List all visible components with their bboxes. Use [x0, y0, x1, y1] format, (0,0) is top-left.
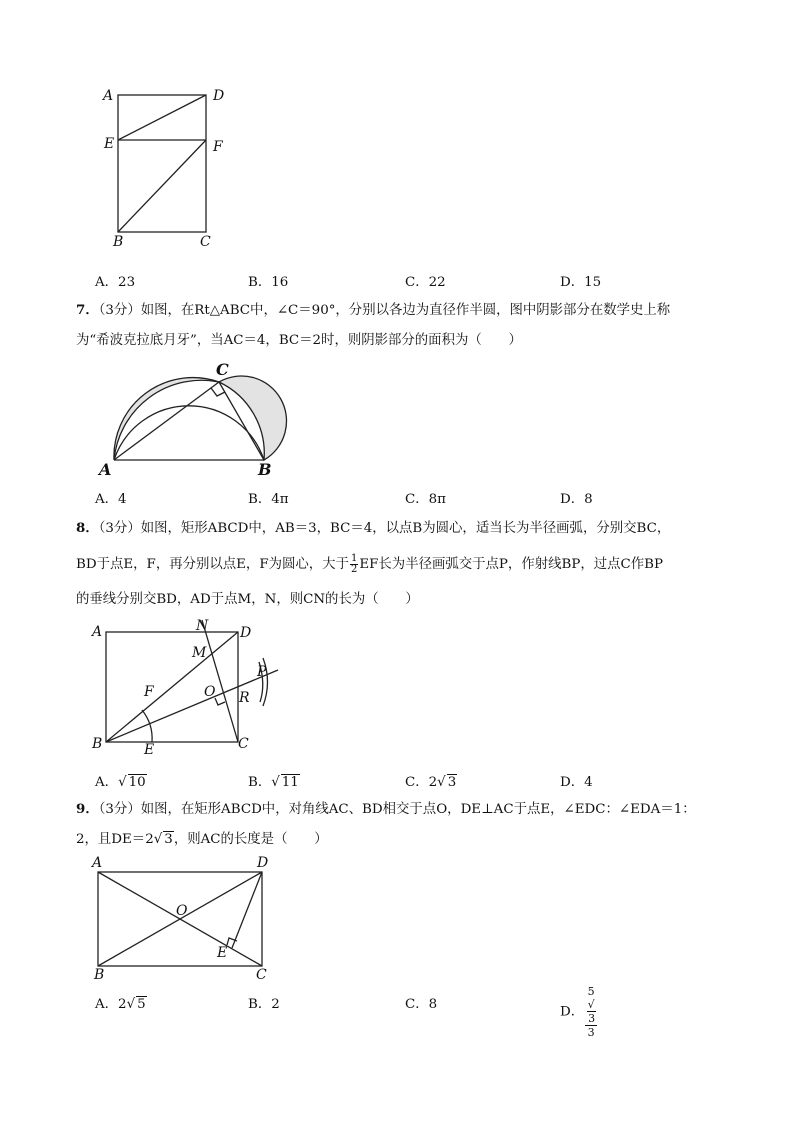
- q9-label-e: E: [217, 945, 228, 961]
- q9-option-d-num-coef: 5: [587, 985, 595, 998]
- q8-stem-line1: [76, 514, 670, 543]
- q7-label-b: B: [258, 460, 272, 479]
- q9-text-line1: 如图，在矩形ABCD中，对角线AC、BD相交于点O，DE⊥AC于点E，∠EDC：∠EDA＝1：: [140, 802, 696, 817]
- q9-option-d-numerator: 5 √ 3: [585, 985, 597, 1026]
- q8-label-b: B: [92, 736, 103, 752]
- q7-text-line1: 如图，在Rt△ABC中，∠C＝90°，分别以各边为直径作半圆，图中阴影部分在数学史上称: [140, 303, 671, 318]
- q9-score: （3分）: [98, 802, 141, 817]
- q9-option-d-num-radicand: 3: [588, 1012, 596, 1025]
- q9-option-d-fraction: [585, 985, 597, 1039]
- q9-option-d-prefix: D．: [560, 1004, 585, 1020]
- q9-option-b[interactable]: B．2: [248, 997, 280, 1012]
- q8-option-a[interactable]: A．√ 10: [95, 775, 146, 790]
- q9-text-line2a: 2，且DE＝2: [76, 832, 154, 847]
- q6-label-c: C: [200, 234, 211, 250]
- q6-label-e: E: [104, 136, 115, 152]
- q9-label-c: C: [256, 967, 267, 983]
- q8-text-line1: 如图，矩形ABCD中，AB＝3，BC＝4，以点B为圆心，适当长为半径画弧，分别交BC，: [140, 521, 671, 536]
- q8-option-b-prefix: B．: [248, 775, 272, 790]
- q8-fraction: [350, 554, 358, 575]
- q9-label-b: B: [94, 967, 105, 983]
- q8-stem-line3: [76, 585, 419, 614]
- q6-option-b[interactable]: B．16: [248, 275, 289, 290]
- q8-label-f: F: [144, 684, 154, 700]
- q9-figure: [92, 854, 282, 984]
- q6-label-b: B: [113, 234, 124, 250]
- q9-stem-line2: 2，且DE＝2√ 3，则AC的长度是（ ）: [76, 832, 328, 847]
- q9-option-a-radicand: 5: [137, 997, 146, 1012]
- q6-label-d: D: [213, 88, 225, 104]
- q8-figure: [92, 618, 292, 758]
- q8-label-o: O: [204, 684, 216, 700]
- q8-label-r: R: [239, 690, 250, 706]
- q8-number: 8．: [76, 520, 99, 536]
- q7-stem-line1: [76, 296, 670, 325]
- q8-label-c: C: [238, 736, 249, 752]
- q9-option-c[interactable]: C．8: [405, 997, 438, 1012]
- q9-text-line2b: ，则AC的长度是（ ）: [173, 832, 328, 847]
- q8-label-m: M: [192, 645, 207, 661]
- q8-option-b[interactable]: B．√ 11: [248, 775, 299, 790]
- q8-option-c-prefix: C．2: [405, 775, 438, 790]
- q7-score: （3分）: [98, 303, 141, 318]
- q7-label-c: C: [216, 360, 229, 379]
- q8-option-b-radicand: 11: [281, 775, 299, 790]
- q9-label-o: O: [176, 903, 188, 919]
- q7-label-a: A: [99, 460, 112, 479]
- q8-frac-num: 1: [350, 553, 358, 564]
- q9-stem-line1: [76, 795, 696, 824]
- q8-label-d: D: [240, 625, 252, 641]
- q8-label-a: A: [92, 624, 103, 640]
- q8-frac-den: 2: [350, 564, 358, 575]
- q7-stem-line2: [76, 326, 522, 355]
- q8-label-n: N: [196, 618, 209, 634]
- q9-label-a: A: [92, 855, 103, 871]
- q6-option-d[interactable]: D．15: [560, 275, 602, 290]
- q6-label-a: A: [103, 88, 114, 104]
- q9-option-d-denominator: 3: [587, 1026, 595, 1039]
- q8-label-e: E: [144, 742, 155, 758]
- q9-text-line2-radicand: 3: [164, 832, 173, 847]
- q7-number: 7．: [76, 302, 99, 318]
- q8-text-line2a: BD于点E，F，再分别以点E，F为圆心，大于: [76, 557, 349, 572]
- q9-option-a[interactable]: A．2√ 5: [95, 997, 146, 1012]
- q8-option-d[interactable]: D．4: [560, 775, 593, 790]
- q9-option-d[interactable]: [560, 985, 598, 1039]
- q9-label-d: D: [257, 855, 269, 871]
- q7-option-a[interactable]: A．4: [95, 492, 127, 507]
- q8-text-line3: 的垂线分别交BD，AD于点M，N，则CN的长为（ ）: [76, 592, 419, 607]
- q7-option-c[interactable]: C．8π: [405, 492, 446, 507]
- q8-text-line2b: EF长为半径画弧交于点P，作射线BP，过点C作BP: [359, 557, 664, 572]
- q6-figure: [100, 88, 240, 253]
- q7-figure: [94, 355, 324, 480]
- q8-stem-line2: [76, 550, 663, 579]
- q8-label-p: P: [257, 664, 267, 680]
- q7-option-b[interactable]: B．4π: [248, 492, 289, 507]
- q9-number: 9．: [76, 801, 99, 817]
- q9-option-a-prefix: A．2: [95, 997, 127, 1012]
- q8-option-c[interactable]: C．2√ 3: [405, 775, 457, 790]
- q6-label-f: F: [213, 139, 223, 155]
- q8-option-a-radicand: 10: [128, 775, 146, 790]
- q8-option-c-radicand: 3: [447, 775, 457, 790]
- q6-option-a[interactable]: A．23: [95, 275, 136, 290]
- q7-text-line2: 为“希波克拉底月牙”，当AC＝4，BC＝2时，则阴影部分的面积为（ ）: [76, 333, 522, 348]
- q7-option-d[interactable]: D．8: [560, 492, 593, 507]
- q8-score: （3分）: [98, 521, 141, 536]
- q8-option-a-prefix: A．: [95, 775, 119, 790]
- q6-option-c[interactable]: C．22: [405, 275, 446, 290]
